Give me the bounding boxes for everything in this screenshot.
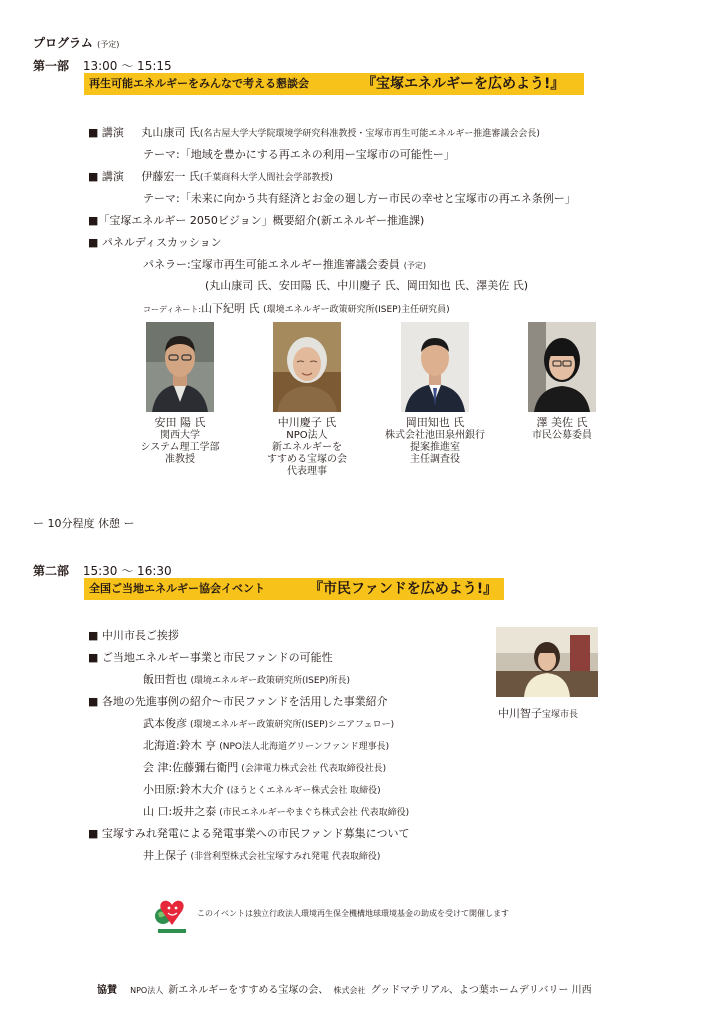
case-name: 坂井之泰 [172,805,217,818]
case-row [143,759,386,775]
photo-yasuda [146,322,214,412]
panelists-label [143,256,426,272]
person-desc: 提案推進室 [410,442,460,453]
case-row [143,715,394,731]
case-region: 山 口: [143,805,173,818]
program-note: (予定) [97,40,120,49]
local-energy-item: ■ ご当地エネルギー事業と市民ファンドの可能性 [88,651,333,664]
part1-banner-title: 『宝塚エネルギーを広めよう!』 [362,76,565,92]
person-desc: 代表理事 [287,466,327,477]
part2-banner-lead: 全国ご当地エネルギー協会イベント [89,582,265,595]
part1-banner [84,73,584,95]
case-row [143,803,409,819]
coordinator [143,300,450,316]
coordinator-affil: (環境エネルギー政策研究所(ISEP)主任研究員) [263,305,450,315]
case-affil: (会津電力株式会社 代表取締役社長) [241,764,387,774]
person-name: 澤 美佐 氏 [536,416,588,429]
case-studies-item: ■ 各地の先進事例の紹介〜市民ファンドを活用した事業紹介 [88,695,388,708]
caption-nakagawa-keiko [247,416,367,478]
lecture-bullet: ■ 講演 [88,126,124,139]
speaker-inoue [143,847,380,863]
lecture-2-theme: テーマ:「未来に向かう共有経済とお金の廻し方ー市民の幸せと宝塚市の再エネ条例ー」 [143,192,576,205]
part1-banner-lead: 再生可能エネルギーをみんなで考える懇談会 [89,77,309,90]
case-affil: (市民エネルギーやまぐち株式会社 代表取締役) [219,808,410,818]
part2-time: 15:30 〜 16:30 [82,564,172,578]
part1-label: 第一部 [33,59,70,73]
person-desc: 市民公募委員 [532,430,592,441]
case-region: 会 津: [143,761,173,774]
speaker-affil: (環境エネルギー政策研究所(ISEP)所長) [190,676,351,686]
part2-banner-title: 『市民ファンドを広めよう!』 [309,581,498,597]
caption-yasuda [120,416,240,466]
mayor-name: 中川智子 [498,707,542,720]
case-affil: (NPO法人北海道グリーンファンド理事長) [219,742,390,752]
sponsor-org: グッドマテリアル、よつ葉ホームデリバリー 川西 [370,985,592,996]
case-region: 小田原: [143,783,180,796]
person-name: 安田 陽 氏 [154,416,206,429]
person-desc: 株式会社池田泉州銀行 [385,430,485,441]
lecture-bullet: ■ 講演 [88,170,124,183]
speaker-name: 飯田哲也 [143,673,187,686]
person-desc: システム理工学部 [140,442,220,453]
lecture-2 [88,168,333,184]
case-region: 北海道: [143,739,180,752]
panelists-label-text: パネラー:宝塚市再生可能エネルギー推進審議会委員 [143,258,400,271]
mayor-caption [498,702,578,721]
photo-sawa [528,322,596,412]
case-name: 鈴木大介 [179,783,224,796]
person-desc: 新エネルギーを [272,442,342,453]
case-row [143,737,389,753]
lecture-speaker-name: 丸山康司 氏 [141,126,200,139]
case-affil: (ほうとくエネルギー株式会社 取締役) [226,786,381,796]
case-affil: (環境エネルギー政策研究所(ISEP)シニアフェロー) [190,720,395,730]
part1-heading [33,57,172,74]
lecture-1 [88,124,540,140]
person-name: 中川慶子 氏 [277,416,337,429]
case-row [143,781,381,797]
caption-okada [375,416,495,466]
person-desc: 主任調査役 [410,454,460,465]
sponsor-prefix: NPO法人 [130,986,164,995]
part2-heading [33,562,172,579]
sumire-fund-item: ■ 宝塚すみれ発電による発電事業への市民ファンド募集について [88,827,410,840]
person-desc: 准教授 [165,454,195,465]
sponsor-label: 協賛 [97,985,117,996]
lecture-speaker-affil: (名古屋大学大学院環境学研究科准教授・宝塚市再生可能エネルギー推進審議会会長) [199,129,540,139]
mayor-greeting-item: ■ 中川市長ご挨拶 [88,629,179,642]
case-name: 鈴木 亨 [179,739,217,752]
part2-banner [84,578,504,600]
caption-sawa [502,416,622,442]
lecture-speaker-name: 伊藤宏一 氏 [141,170,200,183]
break-line: ー 10分程度 休憩 ー [33,517,135,530]
program-title: プログラム (予定) [33,36,120,50]
person-desc: すすめる宝塚の会 [266,454,348,465]
vision-item: ■「宝塚エネルギー 2050ビジョン」概要紹介(新エネルギー推進課) [88,214,425,227]
speaker-affil: (非営利型株式会社宝塚すみれ発電 代表取締役) [190,852,381,862]
photo-okada [401,322,469,412]
sponsor-prefix: 株式会社 [333,986,366,995]
panel-item: ■ パネルディスカッション [88,236,222,249]
sponsor-org: 新エネルギーをすすめる宝塚の会、 [168,985,329,996]
panelists-note: (予定) [403,261,426,270]
person-desc: 関西大学 [160,430,200,441]
sponsor-line [97,978,592,997]
speaker-iida [143,671,350,687]
case-name: 武本俊彦 [143,717,187,730]
lecture-speaker-affil: (千葉商科大学人間社会学部教授) [199,173,333,183]
photo-nakagawa-keiko [273,322,341,412]
mayor-title: 宝塚市長 [542,710,579,720]
person-desc: NPO法人 [286,430,328,441]
fund-notice: このイベントは独立行政法人環境再生保全機構地球環境基金の助成を受けて開催します [197,909,509,918]
case-name: 佐藤彌右衛門 [172,761,239,774]
chikyu-kankyo-kikin-logo [150,895,194,937]
speaker-name: 井上保子 [143,849,187,862]
photo-mayor [496,627,598,697]
panelists-names: (丸山康司 氏、安田陽 氏、中川慶子 氏、岡田知也 氏、澤美佐 氏) [205,279,529,292]
person-name: 岡田知也 氏 [405,416,465,429]
part1-time: 13:00 〜 15:15 [82,59,172,73]
coordinator-label: コーディネート: [143,305,202,314]
part2-label: 第二部 [33,564,70,578]
coordinator-name: 山下紀明 氏 [201,302,260,315]
lecture-1-theme: テーマ:「地域を豊かにする再エネの利用ー宝塚市の可能性ー」 [143,148,455,161]
